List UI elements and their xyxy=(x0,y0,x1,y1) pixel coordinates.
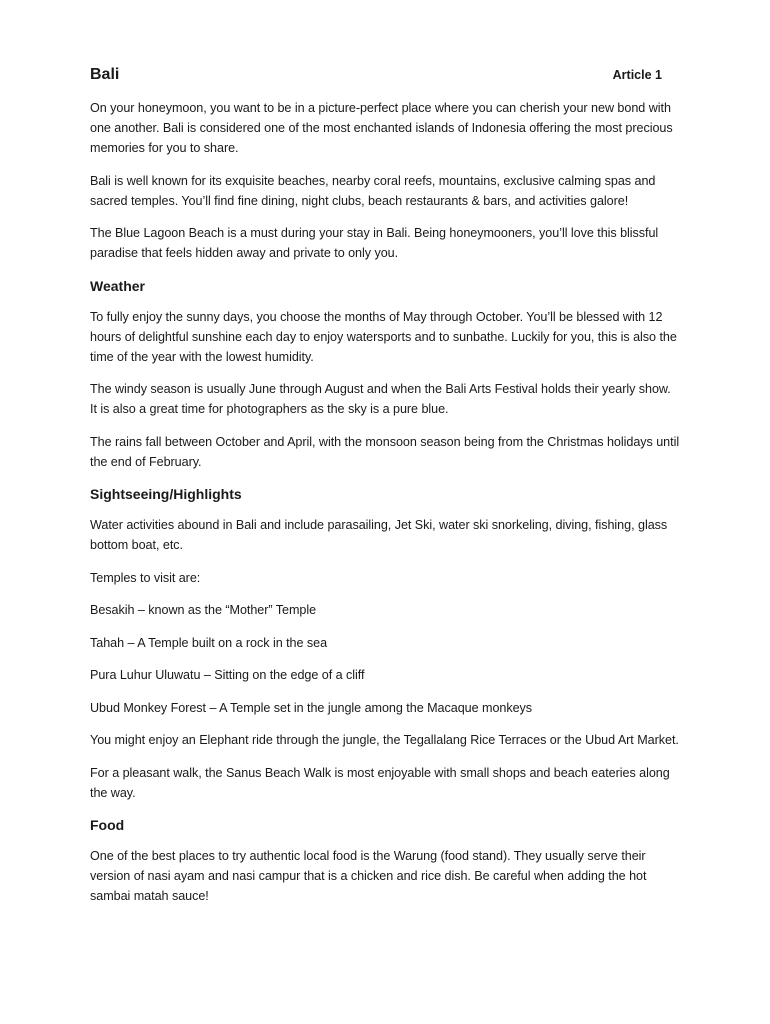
temple-item: Pura Luhur Uluwatu – Sitting on the edge of a cliff xyxy=(90,668,365,682)
article-label: Article 1 xyxy=(612,68,662,82)
sightseeing-paragraph: Water activities abound in Bali and include parasailing, Jet Ski, water ski snorkeling, diving, fishing, glass bottom boat, etc. xyxy=(90,518,668,552)
weather-paragraph: To fully enjoy the sunny days, you choose the months of May through October. You’ll be blessed with 12 hours of delightful sunshine each day to enjoy watersports and to sunbathe. Luckily for you, this is also the time of the year with the lowest humidity. xyxy=(90,309,677,364)
intro-paragraph: Bali is well known for its exquisite beaches, nearby coral reefs, mountains, exclusive calming spas and sacred temples. You’ll find fine dining, night clubs, beach restaurants & bars, and activities galore! xyxy=(90,173,656,208)
temple-item: Ubud Monkey Forest – A Temple set in the jungle among the Macaque monkeys xyxy=(90,700,533,715)
temple-item: Tahah – A Temple built on a rock in the sea xyxy=(90,635,328,650)
intro-paragraph: The Blue Lagoon Beach is a must during your stay in Bali. Being honeymooners, you’ll love this blissful paradise that feels hidden away and private to only you. xyxy=(90,226,659,260)
sightseeing-paragraph: For a pleasant walk, the Sanus Beach Walk is most enjoyable with small shops and beach eateries along the way. xyxy=(90,765,670,800)
title-row xyxy=(90,66,662,84)
food-heading: Food xyxy=(90,817,125,833)
sightseeing-paragraph: Temples to visit are: xyxy=(90,570,201,585)
intro-paragraph: On your honeymoon, you want to be in a picture-perfect place where you can cherish your new bond with one another. Bali is considered one of the most enchanted islands of Indonesia offering the most precious memories for you to share. xyxy=(90,101,673,155)
sightseeing-heading: Sightseeing/Highlights xyxy=(90,486,242,502)
weather-heading: Weather xyxy=(90,277,145,294)
food-paragraph: One of the best places to try authentic local food is the Warung (food stand). They usually serve their version of nasi ayam and nasi campur that is a chicken and rice dish. Be careful when adding the hot sambai matah sauce! xyxy=(90,849,647,903)
temple-item: Besakih – known as the “Mother” Temple xyxy=(90,603,317,617)
document-title: Bali xyxy=(90,66,120,83)
weather-paragraph: The rains fall between October and April, with the monsoon season being from the Christmas holidays until the end of February. xyxy=(90,434,680,469)
weather-paragraph: The windy season is usually June through August and when the Bali Arts Festival holds their yearly show. It is also a great time for photographers as the sky is a pure blue. xyxy=(90,382,671,416)
sightseeing-paragraph: You might enjoy an Elephant ride through the jungle, the Tegallalang Rice Terraces or the Ubud Art Market. xyxy=(90,733,679,747)
